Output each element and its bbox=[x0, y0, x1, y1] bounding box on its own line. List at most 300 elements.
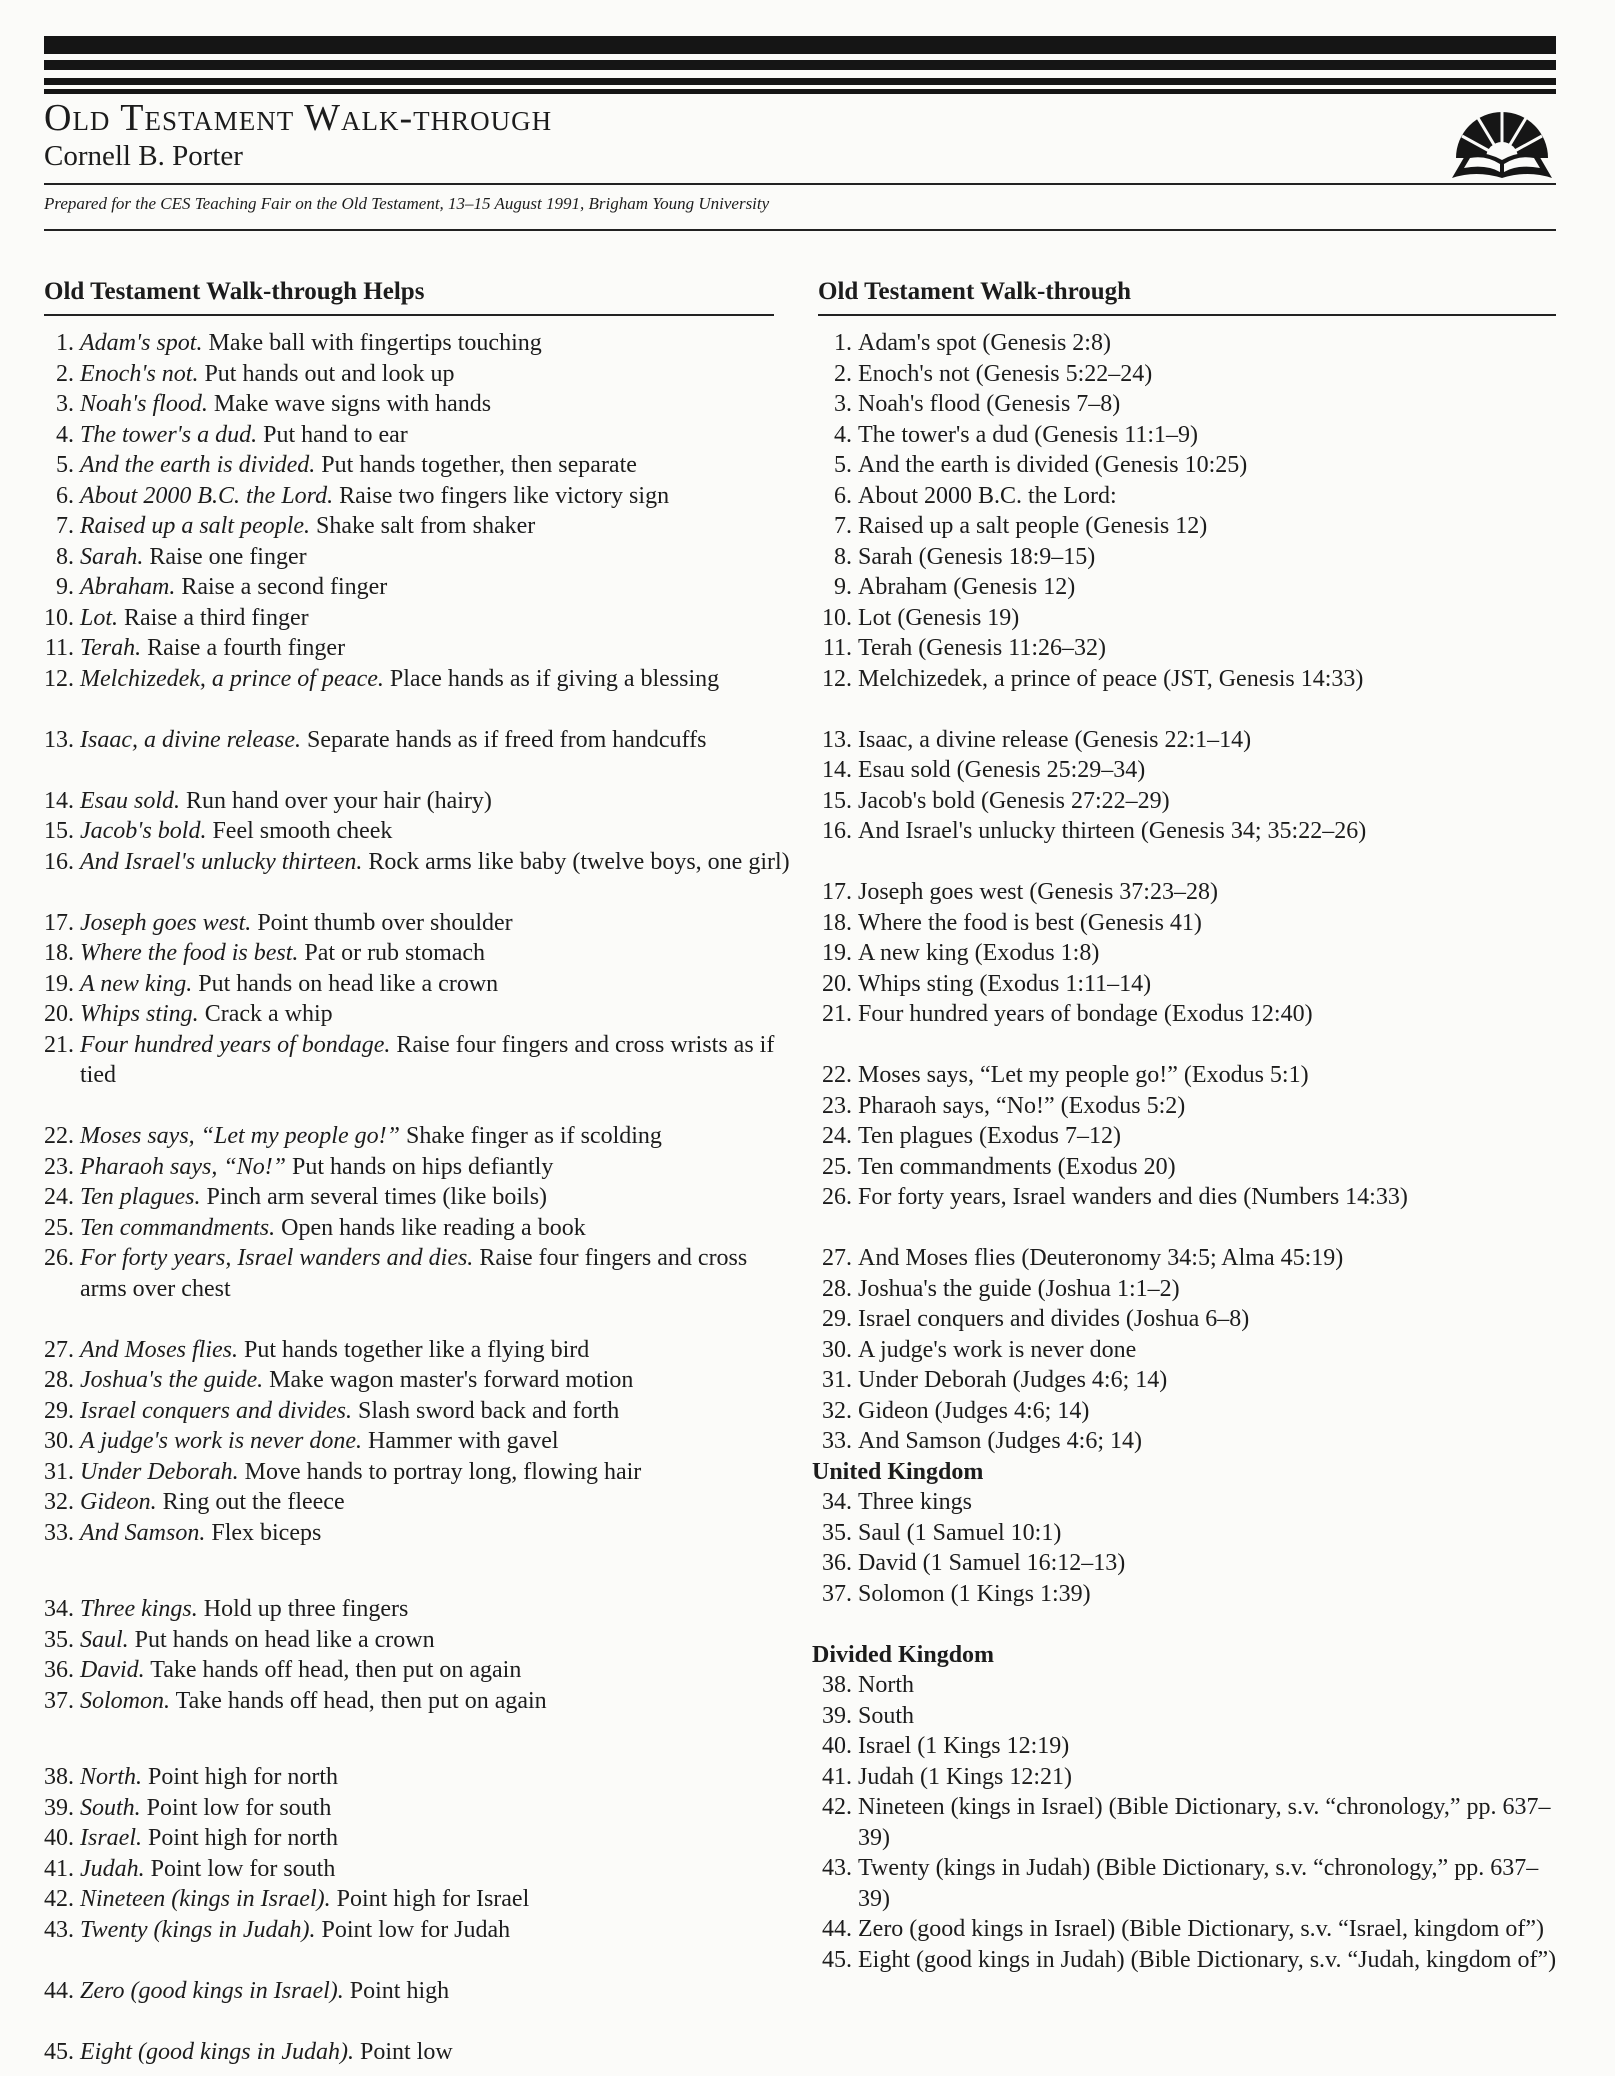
item-number: 22. bbox=[822, 1062, 852, 1088]
help-item bbox=[30, 603, 790, 634]
reference-item bbox=[808, 420, 1568, 451]
help-item bbox=[30, 1655, 790, 1686]
help-text bbox=[80, 1365, 790, 1396]
help-item bbox=[30, 450, 790, 481]
spacer bbox=[30, 2006, 790, 2037]
item-number: 21. bbox=[822, 1001, 852, 1027]
mnemonic-phrase: Under Deborah. bbox=[80, 1458, 239, 1485]
spacer bbox=[808, 847, 1568, 878]
gesture-instruction: Open hands like reading a book bbox=[281, 1214, 586, 1241]
item-number: 24. bbox=[822, 1123, 852, 1149]
item-number: 37. bbox=[822, 1580, 852, 1607]
help-text bbox=[80, 633, 790, 664]
gesture-instruction: Ring out the fleece bbox=[162, 1489, 345, 1515]
reference-text: Israel conquers and divides (Joshua 6–8) bbox=[858, 1306, 1250, 1332]
gesture-instruction: Separate hands as if freed from handcuffs bbox=[307, 726, 707, 753]
gesture-instruction: Hammer with gavel bbox=[367, 1428, 559, 1454]
reference-text: A judge's work is never done bbox=[858, 1336, 1137, 1363]
help-item bbox=[30, 1976, 790, 2007]
item-number: 7. bbox=[834, 513, 852, 539]
mnemonic-phrase: Four hundred years of bondage. bbox=[80, 1031, 391, 1058]
item-number: 1. bbox=[56, 330, 74, 356]
mnemonic-phrase: Abraham. bbox=[80, 574, 176, 600]
gesture-instruction: Point high for north bbox=[148, 1764, 339, 1790]
help-text bbox=[80, 1487, 790, 1518]
reference-text: Solomon (1 Kings 1:39) bbox=[858, 1580, 1091, 1607]
reference-item bbox=[808, 1579, 1568, 1610]
mnemonic-phrase: About 2000 B.C. the Lord. bbox=[80, 482, 334, 509]
gesture-instruction: Hold up three fingers bbox=[203, 1596, 409, 1622]
gesture-instruction: Pat or rub stomach bbox=[304, 940, 486, 966]
reference-item bbox=[808, 1060, 1568, 1091]
item-number: 44. bbox=[44, 1977, 74, 2004]
item-number: 3. bbox=[834, 391, 852, 417]
help-item bbox=[30, 938, 790, 969]
item-number: 15. bbox=[822, 787, 852, 814]
reference-text: Three kings bbox=[858, 1489, 972, 1515]
reference-item bbox=[808, 1365, 1568, 1396]
reference-text: Terah (Genesis 11:26–32) bbox=[858, 635, 1107, 661]
mnemonic-phrase: Eight (good kings in Judah). bbox=[80, 2038, 354, 2065]
reference-text: Judah (1 Kings 12:21) bbox=[858, 1763, 1072, 1790]
author-name: Cornell B. Porter bbox=[44, 140, 243, 172]
reference-text: Pharaoh says, “No!” (Exodus 5:2) bbox=[858, 1092, 1186, 1119]
mnemonic-phrase: Raised up a salt people. bbox=[80, 513, 310, 539]
item-number: 16. bbox=[822, 818, 852, 844]
reference-text: North bbox=[858, 1672, 914, 1698]
help-text bbox=[80, 1854, 790, 1885]
help-text bbox=[80, 328, 790, 359]
help-text bbox=[80, 1396, 790, 1427]
reference-item bbox=[808, 1121, 1568, 1152]
gesture-instruction: Point high for north bbox=[148, 1825, 338, 1851]
reference-text: And Samson (Judges 4:6; 14) bbox=[858, 1428, 1142, 1454]
gesture-instruction: Put hands on hips defiantly bbox=[292, 1153, 554, 1180]
item-number: 2. bbox=[56, 360, 74, 387]
help-text bbox=[80, 1121, 790, 1152]
reference-text: And the earth is divided (Genesis 10:25) bbox=[858, 452, 1248, 478]
gesture-instruction: Point high for Israel bbox=[336, 1886, 530, 1912]
reference-item bbox=[808, 816, 1568, 847]
reference-item bbox=[808, 938, 1568, 969]
help-text bbox=[80, 1182, 790, 1213]
gesture-instruction: Flex biceps bbox=[211, 1519, 322, 1546]
item-number: 37. bbox=[44, 1687, 74, 1714]
help-text bbox=[80, 572, 790, 603]
item-number: 4. bbox=[56, 421, 74, 448]
item-number: 27. bbox=[822, 1245, 852, 1271]
reference-text: Sarah (Genesis 18:9–15) bbox=[858, 543, 1096, 570]
item-number: 29. bbox=[822, 1306, 852, 1332]
gesture-instruction: Feel smooth cheek bbox=[212, 818, 393, 844]
item-number: 28. bbox=[44, 1367, 74, 1393]
reference-text: Moses says, “Let my people go!” (Exodus 5:1) bbox=[858, 1062, 1309, 1088]
mnemonic-phrase: Noah's flood. bbox=[80, 391, 208, 417]
help-text bbox=[80, 450, 790, 481]
reference-item bbox=[808, 1792, 1568, 1853]
help-text bbox=[80, 1243, 790, 1304]
help-text bbox=[80, 847, 790, 878]
help-item bbox=[30, 1594, 790, 1625]
reference-item bbox=[808, 1731, 1568, 1762]
reference-text: Joseph goes west (Genesis 37:23–28) bbox=[858, 879, 1218, 905]
item-number: 14. bbox=[44, 787, 74, 814]
reference-item bbox=[808, 969, 1568, 1000]
reference-item bbox=[808, 1914, 1568, 1945]
help-text bbox=[80, 1213, 790, 1244]
gesture-instruction: Move hands to portray long, flowing hair bbox=[244, 1458, 642, 1485]
reference-text: Melchizedek, a prince of peace (JST, Genesis 14:33) bbox=[858, 665, 1364, 692]
gesture-instruction: Take hands off head, then put on again bbox=[175, 1687, 547, 1714]
help-text bbox=[80, 816, 790, 847]
help-text bbox=[80, 481, 790, 512]
help-item bbox=[30, 1487, 790, 1518]
header-bar-1 bbox=[44, 36, 1556, 54]
item-number: 18. bbox=[44, 940, 74, 966]
help-text bbox=[80, 1686, 790, 1717]
help-text bbox=[80, 908, 790, 939]
help-text bbox=[80, 1823, 790, 1854]
reference-text: A new king (Exodus 1:8) bbox=[858, 940, 1100, 966]
help-text bbox=[80, 1594, 790, 1625]
item-number: 27. bbox=[44, 1336, 74, 1363]
reference-item bbox=[808, 725, 1568, 756]
help-item bbox=[30, 1365, 790, 1396]
reference-item bbox=[808, 603, 1568, 634]
help-text bbox=[80, 999, 790, 1030]
help-item bbox=[30, 1854, 790, 1885]
help-item bbox=[30, 999, 790, 1030]
item-number: 19. bbox=[44, 970, 74, 997]
item-number: 39. bbox=[44, 1794, 74, 1821]
item-number: 45. bbox=[822, 1946, 852, 1973]
item-number: 42. bbox=[44, 1886, 74, 1912]
mnemonic-phrase: A judge's work is never done. bbox=[80, 1428, 362, 1454]
item-number: 42. bbox=[822, 1794, 852, 1820]
item-number: 38. bbox=[44, 1764, 74, 1790]
mnemonic-phrase: Three kings. bbox=[80, 1596, 198, 1622]
item-number: 23. bbox=[44, 1153, 74, 1180]
gesture-instruction: Put hand to ear bbox=[263, 421, 408, 448]
item-number: 9. bbox=[834, 574, 852, 600]
reference-text: Abraham (Genesis 12) bbox=[858, 574, 1076, 600]
reference-text: For forty years, Israel wanders and dies (Numbers 14:33) bbox=[858, 1184, 1408, 1210]
item-number: 31. bbox=[44, 1458, 74, 1485]
mnemonic-phrase: For forty years, Israel wanders and dies. bbox=[80, 1245, 474, 1271]
reference-text: About 2000 B.C. the Lord: bbox=[858, 482, 1117, 509]
item-number: 35. bbox=[44, 1626, 74, 1653]
mnemonic-phrase: David. bbox=[80, 1657, 145, 1683]
help-item bbox=[30, 359, 790, 390]
mnemonic-phrase: Ten plagues. bbox=[80, 1184, 201, 1210]
help-item bbox=[30, 1243, 790, 1304]
right-column-rule bbox=[818, 314, 1556, 316]
help-text bbox=[80, 1793, 790, 1824]
reference-item bbox=[808, 755, 1568, 786]
gesture-instruction: Put hands on head like a crown bbox=[134, 1626, 435, 1653]
help-item bbox=[30, 1793, 790, 1824]
reference-text: And Moses flies (Deuteronomy 34:5; Alma 45:19) bbox=[858, 1245, 1344, 1271]
reference-text: Jacob's bold (Genesis 27:22–29) bbox=[858, 787, 1170, 814]
mnemonic-phrase: Isaac, a divine release. bbox=[80, 726, 302, 753]
mnemonic-phrase: Ten commandments. bbox=[80, 1214, 276, 1241]
help-text bbox=[80, 969, 790, 1000]
help-item bbox=[30, 786, 790, 817]
reference-item bbox=[808, 664, 1568, 695]
item-number: 34. bbox=[44, 1596, 74, 1622]
spacer bbox=[808, 1213, 1568, 1244]
reference-item bbox=[808, 542, 1568, 573]
help-text bbox=[80, 542, 790, 573]
item-number: 15. bbox=[44, 818, 74, 844]
reference-item bbox=[808, 633, 1568, 664]
item-number: 8. bbox=[56, 543, 74, 570]
help-text bbox=[80, 1762, 790, 1793]
reference-item bbox=[808, 572, 1568, 603]
mnemonic-phrase: Adam's spot. bbox=[80, 330, 203, 356]
reference-item bbox=[808, 359, 1568, 390]
gesture-instruction: Pinch arm several times (like boils) bbox=[206, 1184, 548, 1210]
help-text bbox=[80, 1457, 790, 1488]
help-item bbox=[30, 847, 790, 878]
help-item bbox=[30, 1625, 790, 1656]
reference-item bbox=[808, 328, 1568, 359]
item-number: 25. bbox=[822, 1153, 852, 1180]
mnemonic-phrase: Whips sting. bbox=[80, 1001, 199, 1027]
reference-text: Where the food is best (Genesis 41) bbox=[858, 909, 1202, 936]
help-item bbox=[30, 481, 790, 512]
help-item bbox=[30, 572, 790, 603]
item-number: 16. bbox=[44, 848, 74, 875]
reference-text: Noah's flood (Genesis 7–8) bbox=[858, 391, 1121, 417]
spacer bbox=[30, 1304, 790, 1335]
help-text bbox=[80, 1426, 790, 1457]
reference-text: Nineteen (kings in Israel) (Bible Dictionary, s.v. “chronology,” pp. 637–39) bbox=[858, 1794, 1551, 1851]
reference-text: Saul (1 Samuel 10:1) bbox=[858, 1519, 1062, 1546]
help-text bbox=[80, 1152, 790, 1183]
gesture-instruction: Shake finger as if scolding bbox=[405, 1123, 662, 1149]
mnemonic-phrase: Moses says, “Let my people go!” bbox=[80, 1123, 400, 1149]
mnemonic-phrase: South. bbox=[80, 1794, 141, 1821]
item-number: 6. bbox=[56, 482, 74, 509]
item-number: 43. bbox=[44, 1916, 74, 1943]
mnemonic-phrase: Israel conquers and divides. bbox=[80, 1397, 352, 1424]
reference-item bbox=[808, 908, 1568, 939]
reference-text: And Israel's unlucky thirteen (Genesis 34; 35:22–26) bbox=[858, 818, 1367, 844]
item-number: 26. bbox=[44, 1245, 74, 1271]
gesture-instruction: Raise a second finger bbox=[181, 574, 388, 600]
mnemonic-phrase: Pharaoh says, “No!” bbox=[80, 1153, 287, 1180]
item-number: 45. bbox=[44, 2038, 74, 2065]
help-text bbox=[80, 1625, 790, 1656]
item-number: 14. bbox=[822, 757, 852, 783]
mnemonic-phrase: Judah. bbox=[80, 1855, 145, 1882]
reference-text: Lot (Genesis 19) bbox=[858, 604, 1020, 631]
reference-item bbox=[808, 1274, 1568, 1305]
help-text bbox=[80, 725, 790, 756]
item-number: 12. bbox=[44, 665, 74, 692]
item-number: 29. bbox=[44, 1397, 74, 1424]
spacer bbox=[30, 1945, 790, 1976]
reference-text: Joshua's the guide (Joshua 1:1–2) bbox=[858, 1275, 1180, 1302]
item-number: 33. bbox=[44, 1519, 74, 1546]
reference-text: Gideon (Judges 4:6; 14) bbox=[858, 1397, 1090, 1424]
left-column-rule bbox=[44, 314, 774, 316]
help-text bbox=[80, 359, 790, 390]
gesture-instruction: Put hands out and look up bbox=[204, 360, 455, 387]
gesture-instruction: Put hands together, then separate bbox=[321, 452, 637, 478]
item-number: 33. bbox=[822, 1428, 852, 1454]
mnemonic-phrase: And Moses flies. bbox=[80, 1336, 238, 1363]
gesture-instruction: Put hands on head like a crown bbox=[198, 970, 499, 997]
help-text bbox=[80, 1884, 790, 1915]
help-item bbox=[30, 1823, 790, 1854]
mnemonic-phrase: And Samson. bbox=[80, 1519, 206, 1546]
item-number: 35. bbox=[822, 1519, 852, 1546]
spacer bbox=[808, 694, 1568, 725]
reference-item bbox=[808, 1670, 1568, 1701]
item-number: 24. bbox=[44, 1184, 74, 1210]
mnemonic-phrase: North. bbox=[80, 1764, 143, 1790]
help-item bbox=[30, 389, 790, 420]
mnemonic-phrase: Esau sold. bbox=[80, 787, 181, 814]
mnemonic-phrase: Lot. bbox=[80, 604, 119, 631]
spacer bbox=[808, 1030, 1568, 1061]
item-number: 8. bbox=[834, 543, 852, 570]
item-number: 36. bbox=[822, 1550, 852, 1576]
gesture-instruction: Crack a whip bbox=[204, 1001, 333, 1027]
help-item bbox=[30, 1686, 790, 1717]
gesture-instruction: Raise a third finger bbox=[124, 604, 309, 631]
mnemonic-phrase: The tower's a dud. bbox=[80, 421, 258, 448]
gesture-instruction: Put hands together like a flying bird bbox=[243, 1336, 590, 1363]
reference-item bbox=[808, 1548, 1568, 1579]
document-title: Old Testament Walk-through bbox=[44, 97, 553, 139]
reference-text: South bbox=[858, 1702, 915, 1729]
gesture-instruction: Raise two fingers like victory sign bbox=[339, 482, 670, 509]
gesture-instruction: Point low for south bbox=[150, 1855, 336, 1882]
item-number: 20. bbox=[44, 1001, 74, 1027]
item-number: 23. bbox=[822, 1092, 852, 1119]
item-number: 34. bbox=[822, 1489, 852, 1515]
reference-text: Four hundred years of bondage (Exodus 12:40) bbox=[858, 1001, 1313, 1027]
gesture-instruction: Run hand over your hair (hairy) bbox=[186, 787, 492, 814]
help-item bbox=[30, 1426, 790, 1457]
item-number: 3. bbox=[56, 391, 74, 417]
item-number: 13. bbox=[44, 726, 74, 753]
reference-text: Under Deborah (Judges 4:6; 14) bbox=[858, 1367, 1168, 1393]
item-number: 1. bbox=[834, 330, 852, 356]
item-number: 11. bbox=[822, 635, 852, 661]
help-text bbox=[80, 420, 790, 451]
help-text bbox=[80, 1030, 790, 1091]
item-number: 18. bbox=[822, 909, 852, 936]
gesture-instruction: Point high bbox=[349, 1977, 450, 2004]
reference-text: Twenty (kings in Judah) (Bible Dictionary, s.v. “chronology,” pp. 637–39) bbox=[858, 1855, 1539, 1912]
help-item bbox=[30, 816, 790, 847]
helps-list bbox=[30, 328, 790, 2067]
item-number: 31. bbox=[822, 1367, 852, 1393]
gesture-instruction: Point low for Judah bbox=[321, 1916, 511, 1943]
help-item bbox=[30, 969, 790, 1000]
item-number: 38. bbox=[822, 1672, 852, 1698]
item-number: 40. bbox=[822, 1733, 852, 1759]
reference-item bbox=[808, 389, 1568, 420]
header-rule-bottom bbox=[44, 229, 1556, 231]
help-text bbox=[80, 938, 790, 969]
spacer bbox=[30, 1091, 790, 1122]
gesture-instruction: Raise a fourth finger bbox=[147, 635, 346, 661]
reference-item bbox=[808, 450, 1568, 481]
item-number: 25. bbox=[44, 1214, 74, 1241]
item-number: 30. bbox=[822, 1336, 852, 1363]
help-item bbox=[30, 633, 790, 664]
help-text bbox=[80, 2037, 790, 2068]
gesture-instruction: Raise four fingers and cross wrists as if tied bbox=[80, 1031, 775, 1088]
help-text bbox=[80, 389, 790, 420]
mnemonic-phrase: Gideon. bbox=[80, 1489, 157, 1515]
open-book-sunburst-logo-icon bbox=[1448, 98, 1556, 180]
item-number: 32. bbox=[822, 1397, 852, 1424]
help-item bbox=[30, 420, 790, 451]
item-number: 41. bbox=[44, 1855, 74, 1882]
item-number: 43. bbox=[822, 1855, 852, 1881]
mnemonic-phrase: And Israel's unlucky thirteen. bbox=[80, 848, 363, 875]
help-item bbox=[30, 1518, 790, 1549]
help-item bbox=[30, 1396, 790, 1427]
header-bar-2 bbox=[44, 60, 1556, 70]
item-number: 36. bbox=[44, 1657, 74, 1683]
reference-item bbox=[808, 1945, 1568, 1976]
item-number: 13. bbox=[822, 726, 852, 753]
help-item bbox=[30, 1335, 790, 1366]
item-number: 2. bbox=[834, 360, 852, 387]
mnemonic-phrase: Zero (good kings in Israel). bbox=[80, 1977, 344, 2004]
gesture-instruction: Make ball with fingertips touching bbox=[208, 330, 542, 356]
reference-item bbox=[808, 481, 1568, 512]
mnemonic-phrase: Sarah. bbox=[80, 543, 144, 570]
gesture-instruction: Slash sword back and forth bbox=[357, 1397, 620, 1424]
reference-item bbox=[808, 1091, 1568, 1122]
item-number: 4. bbox=[834, 421, 852, 448]
help-item bbox=[30, 1915, 790, 1946]
mnemonic-phrase: Nineteen (kings in Israel). bbox=[80, 1886, 331, 1912]
reference-item bbox=[808, 1182, 1568, 1213]
reference-item bbox=[808, 786, 1568, 817]
item-number: 6. bbox=[834, 482, 852, 509]
help-text bbox=[80, 786, 790, 817]
mnemonic-phrase: Israel. bbox=[80, 1825, 142, 1851]
spacer bbox=[30, 1716, 790, 1762]
help-item bbox=[30, 1121, 790, 1152]
reference-text: Esau sold (Genesis 25:29–34) bbox=[858, 757, 1146, 783]
left-column-heading: Old Testament Walk-through Helps bbox=[44, 278, 425, 305]
gesture-instruction: Point low for south bbox=[146, 1794, 332, 1821]
gesture-instruction: Make wagon master's forward motion bbox=[269, 1367, 634, 1393]
help-item bbox=[30, 725, 790, 756]
reference-text: Adam's spot (Genesis 2:8) bbox=[858, 330, 1111, 356]
item-number: 20. bbox=[822, 970, 852, 997]
gesture-instruction: Make wave signs with hands bbox=[213, 391, 492, 417]
reference-item bbox=[808, 511, 1568, 542]
item-number: 44. bbox=[822, 1916, 852, 1942]
spacer bbox=[808, 1609, 1568, 1640]
reference-item bbox=[808, 1304, 1568, 1335]
header-rule-top bbox=[44, 183, 1556, 185]
section-heading-divided-kingdom: Divided Kingdom bbox=[812, 1641, 995, 1668]
item-number: 7. bbox=[56, 513, 74, 539]
references-list bbox=[808, 328, 1568, 1975]
